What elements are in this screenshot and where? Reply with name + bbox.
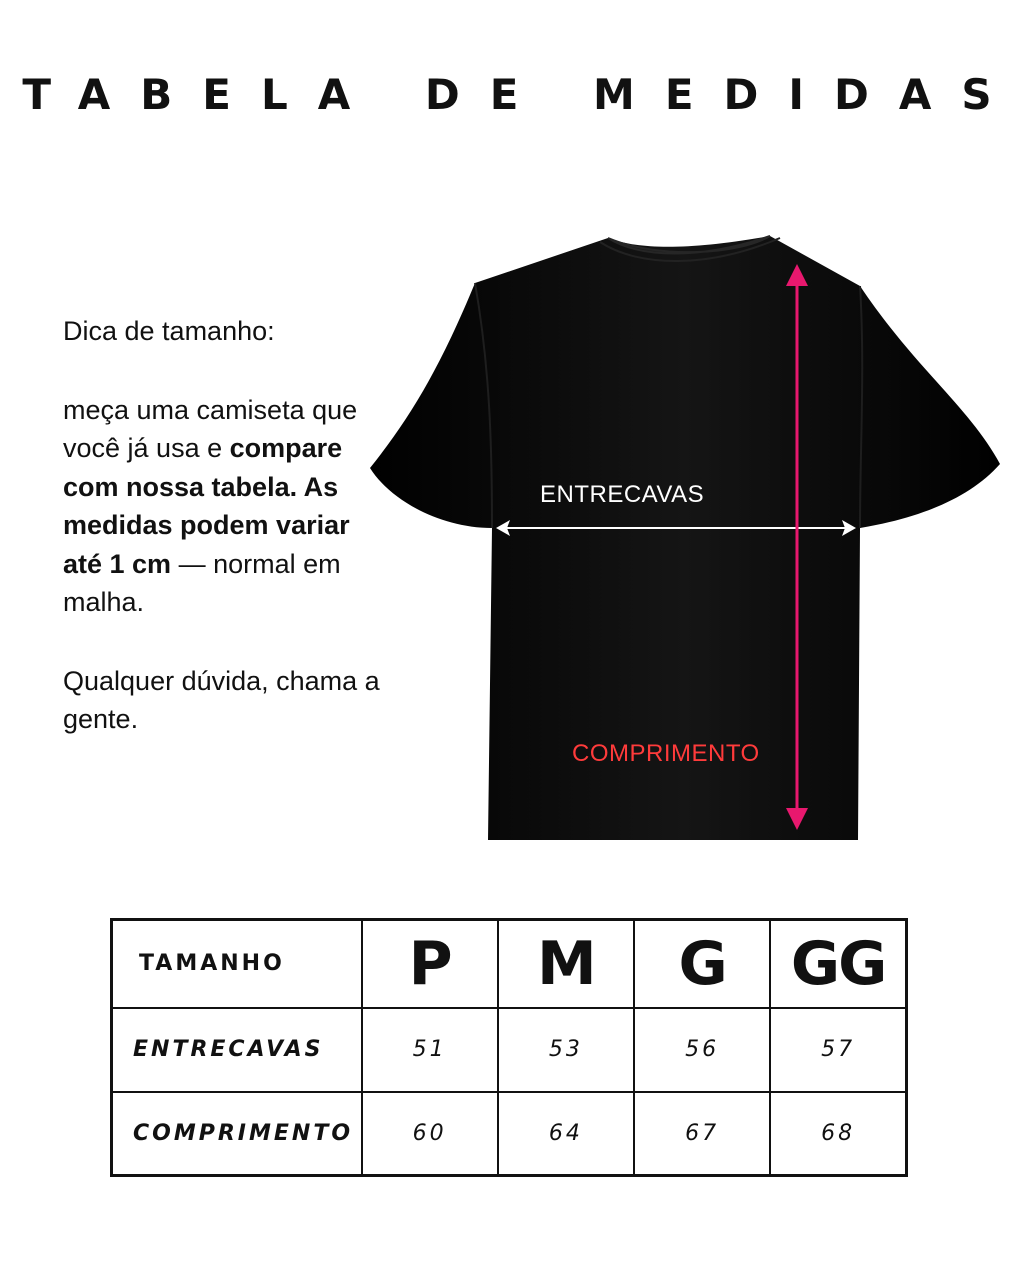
tips-heading: Dica de tamanho: bbox=[63, 316, 275, 346]
size-g: G bbox=[634, 920, 770, 1008]
tips-contact: Qualquer dúvida, chama a gente. bbox=[63, 665, 380, 734]
table-cell: 60 bbox=[362, 1092, 498, 1176]
row-label-comprimento: COMPRIMENTO bbox=[112, 1092, 362, 1176]
tips-text-2: — normal em malha. bbox=[63, 548, 341, 617]
table-row bbox=[112, 1008, 907, 1092]
row-label-entrecavas: ENTRECAVAS bbox=[112, 1008, 362, 1092]
table-cell: 53 bbox=[498, 1008, 634, 1092]
table-cell: 67 bbox=[634, 1092, 770, 1176]
table-cell: 56 bbox=[634, 1008, 770, 1092]
size-table bbox=[110, 918, 908, 1177]
table-cell: 64 bbox=[498, 1092, 634, 1176]
header-label: TAMANHO bbox=[112, 920, 362, 1008]
width-label: ENTRECAVAS bbox=[540, 481, 705, 508]
table-header-row bbox=[112, 920, 907, 1008]
length-label: COMPRIMENTO bbox=[572, 740, 760, 767]
page-title: TABELA DE MEDIDAS bbox=[22, 70, 1022, 119]
size-gg: GG bbox=[770, 920, 906, 1008]
table-row bbox=[112, 1092, 907, 1176]
tips-instructions bbox=[63, 391, 393, 622]
table-cell: 57 bbox=[770, 1008, 906, 1092]
size-m: M bbox=[498, 920, 634, 1008]
table-cell: 51 bbox=[362, 1008, 498, 1092]
tips-text-bold: compare com nossa tabela. As medidas podem variar até 1 cm bbox=[63, 433, 350, 579]
tips-text-1: meça uma camiseta que você já usa e bbox=[63, 394, 358, 463]
table-cell: 68 bbox=[770, 1092, 906, 1176]
size-tips bbox=[63, 312, 393, 739]
size-p: P bbox=[362, 920, 498, 1008]
